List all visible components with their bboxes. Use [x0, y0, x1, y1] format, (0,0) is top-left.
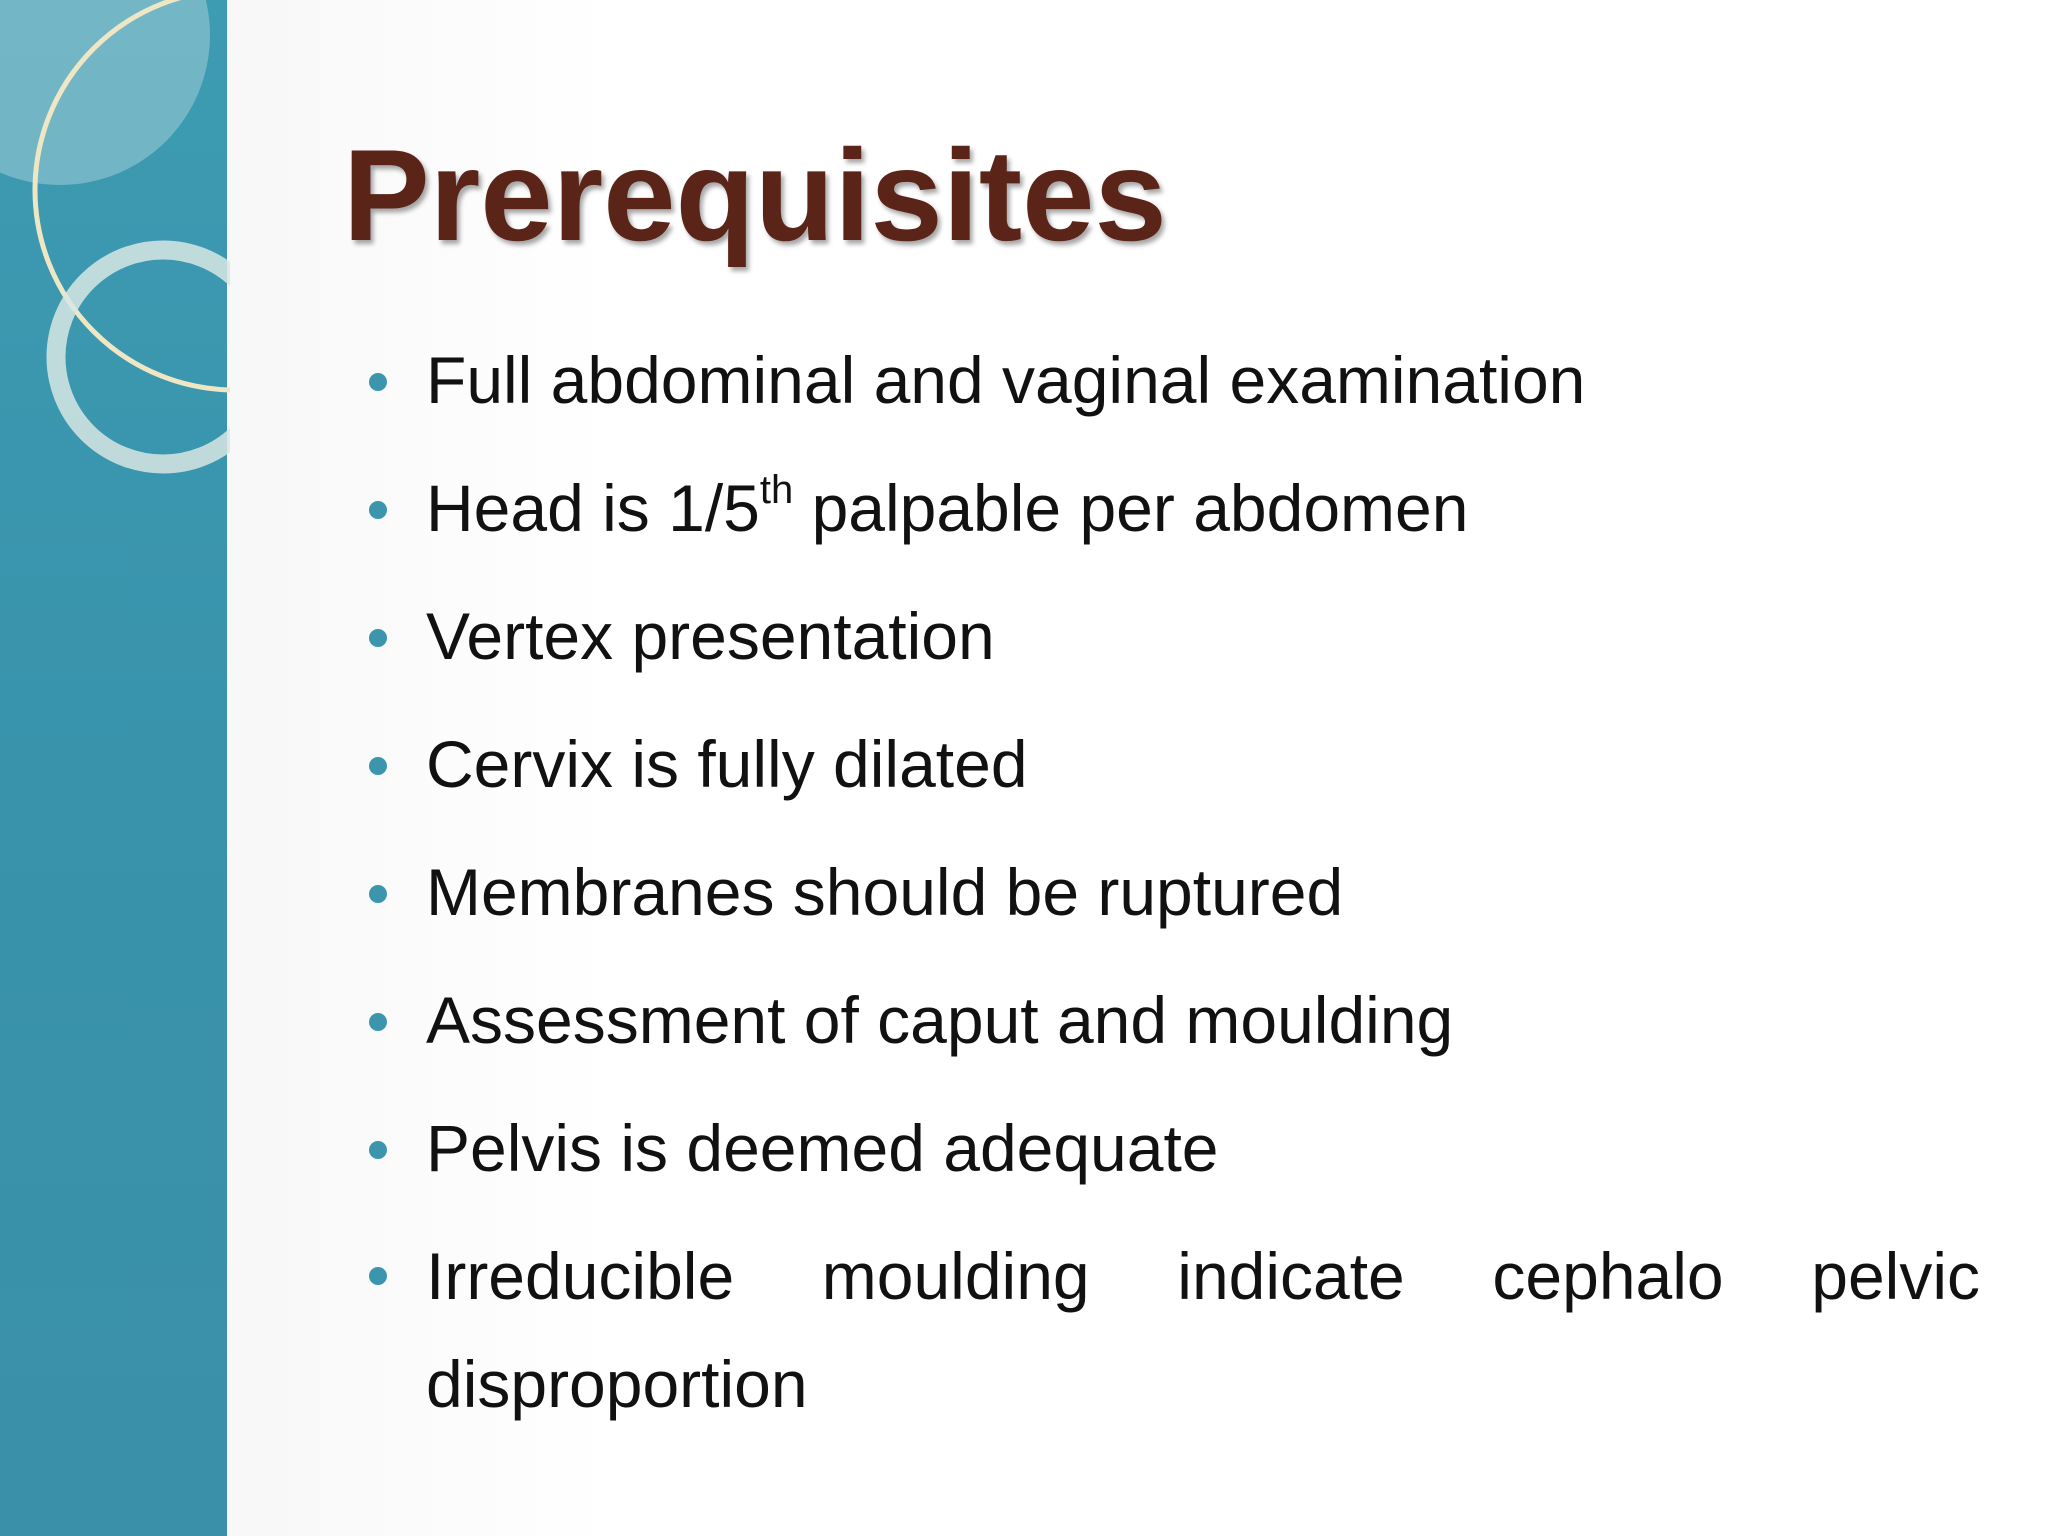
- thick-ring-shape: [56, 250, 230, 464]
- bullet-text: Membranes should be ruptured: [426, 855, 1344, 929]
- bullet-dot-icon: [369, 885, 387, 903]
- bullet-text: Pelvis is deemed adequate: [426, 1111, 1219, 1185]
- bullet-dot-icon: [369, 1013, 387, 1031]
- bullet-dot-icon: [369, 629, 387, 647]
- bullet-item: [360, 980, 1980, 1108]
- bullet-dot-icon: [369, 373, 387, 391]
- bullet-item: [360, 340, 1980, 468]
- translucent-circle-shape: [0, 0, 210, 185]
- bullet-text-before: Head is 1/5: [426, 471, 760, 545]
- slide-title: Prerequisites: [343, 122, 1167, 268]
- ring-decoration-icon: [0, 0, 230, 500]
- bullet-text: Cervix is fully dilated: [426, 727, 1028, 801]
- bullet-text-after: palpable per abdomen: [793, 471, 1469, 545]
- bullet-item: [360, 596, 1980, 724]
- bullet-item: [360, 724, 1980, 852]
- bullet-list: [360, 340, 1980, 1438]
- bullet-item: [360, 1108, 1980, 1236]
- bullet-text: Full abdominal and vaginal examination: [426, 343, 1586, 417]
- bullet-text: Irreducible moulding indicate cephalo pelvic disproportion: [426, 1239, 1980, 1421]
- bullet-dot-icon: [369, 501, 387, 519]
- bullet-item: [360, 468, 1980, 596]
- bullet-dot-icon: [369, 757, 387, 775]
- bullet-item: [360, 1222, 1980, 1438]
- bullet-dot-icon: [369, 1141, 387, 1159]
- bullet-dot-icon: [369, 1267, 387, 1285]
- bullet-superscript: th: [759, 468, 794, 512]
- bullet-text: Assessment of caput and moulding: [426, 983, 1454, 1057]
- bullet-item: [360, 852, 1980, 980]
- bullet-text: Vertex presentation: [426, 599, 995, 673]
